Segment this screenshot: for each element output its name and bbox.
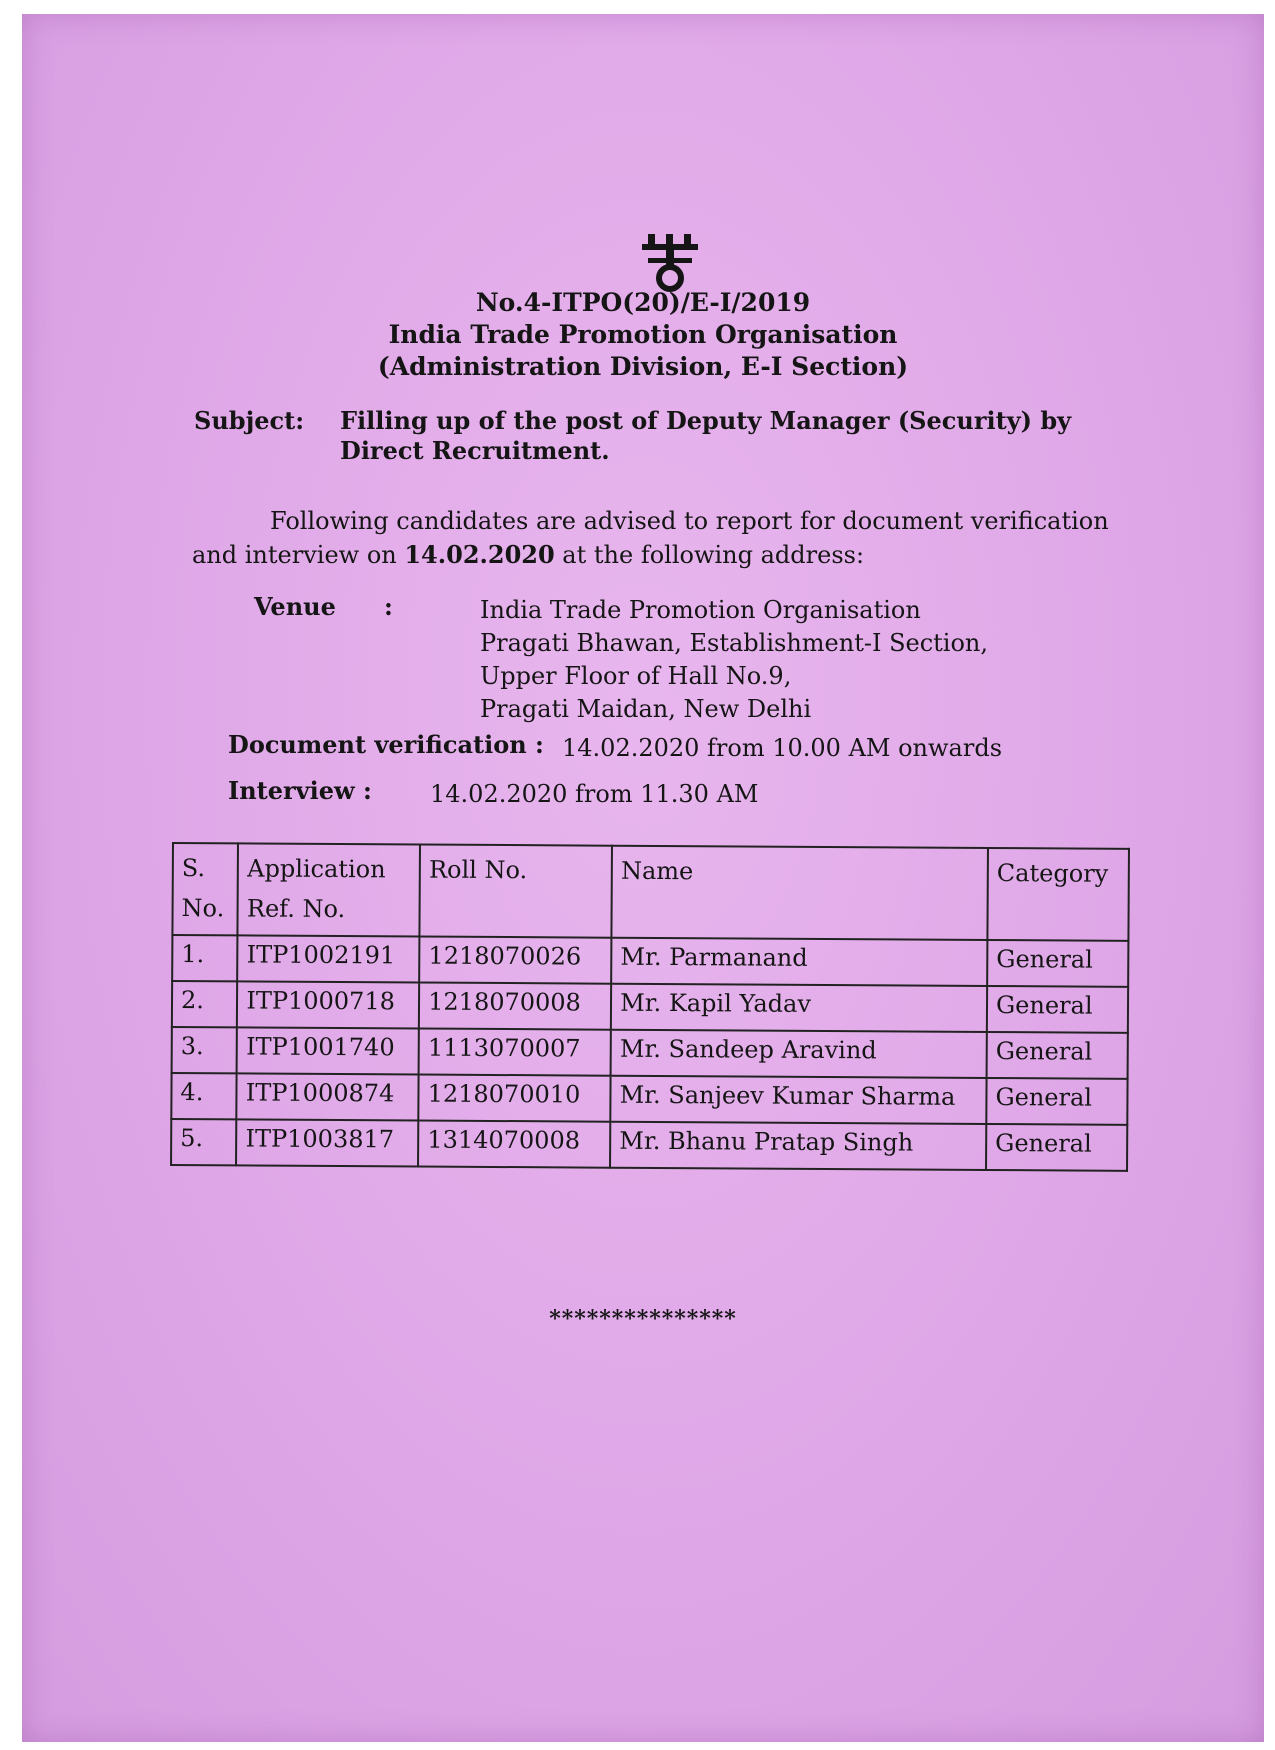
venue-line: Pragati Maidan, New Delhi bbox=[480, 695, 812, 723]
cell-name: Mr. Sandeep Aravind bbox=[611, 1030, 987, 1078]
document-page bbox=[22, 14, 1264, 1742]
intro-line-2 bbox=[192, 538, 1172, 572]
cell-category: General bbox=[986, 1124, 1127, 1171]
document-verification-value: 14.02.2020 from 10.00 AM onwards bbox=[562, 734, 1003, 762]
venue-line: Upper Floor of Hall No.9, bbox=[480, 662, 792, 690]
cell-serial: 1. bbox=[172, 935, 238, 981]
intro-text: and interview on bbox=[192, 541, 405, 569]
cell-category: General bbox=[987, 986, 1128, 1033]
cell-application-ref: ITP1001740 bbox=[237, 1027, 419, 1074]
cell-serial: 3. bbox=[172, 1027, 238, 1073]
venue-label: Venue bbox=[254, 592, 336, 621]
division-name: (Administration Division, E-I Section) bbox=[377, 352, 909, 381]
cell-application-ref: ITP1000718 bbox=[237, 981, 419, 1028]
cell-name: Mr. Sanjeev Kumar Sharma bbox=[610, 1076, 986, 1124]
cell-roll-number: 1314070008 bbox=[418, 1121, 610, 1168]
reference-number: No.4-ITPO(20)/E-I/2019 bbox=[475, 288, 811, 317]
cell-category: General bbox=[986, 1078, 1127, 1125]
interview-value: 14.02.2020 from 11.30 AM bbox=[430, 780, 759, 808]
cell-name: Mr. Kapil Yadav bbox=[611, 984, 987, 1032]
cell-serial: 4. bbox=[171, 1073, 237, 1119]
venue-colon: : bbox=[384, 592, 393, 621]
header-application-ref: Application Ref. No. bbox=[238, 843, 420, 936]
header-name: Name bbox=[612, 846, 988, 940]
cell-category: General bbox=[987, 940, 1128, 987]
cell-roll-number: 1218070008 bbox=[419, 983, 611, 1030]
header-category: Category bbox=[987, 848, 1129, 941]
table-row bbox=[172, 935, 1128, 987]
itpo-logo-icon bbox=[640, 232, 700, 294]
cell-roll-number: 1218070010 bbox=[418, 1075, 610, 1122]
table-row bbox=[171, 1073, 1127, 1125]
cell-category: General bbox=[987, 1032, 1128, 1079]
cell-serial: 2. bbox=[172, 981, 238, 1027]
intro-text-end: at the following address: bbox=[554, 541, 865, 569]
document-verification-label: Document verification : bbox=[228, 730, 544, 759]
subject-text bbox=[340, 406, 1160, 466]
cell-application-ref: ITP1000874 bbox=[237, 1073, 419, 1120]
organisation-name: India Trade Promotion Organisation bbox=[388, 320, 898, 349]
end-of-document-stars: *************** bbox=[549, 1306, 737, 1332]
subject-label: Subject: bbox=[194, 406, 305, 435]
cell-roll-number: 1218070026 bbox=[419, 937, 611, 984]
venue-address bbox=[480, 594, 988, 726]
subject-line-2: Direct Recruitment. bbox=[340, 436, 610, 465]
table-row bbox=[172, 981, 1128, 1033]
interview-date: 14.02.2020 bbox=[404, 540, 555, 569]
venue-line: Pragati Bhawan, Establishment-I Section, bbox=[480, 629, 989, 657]
table-row bbox=[172, 1027, 1128, 1079]
interview-label: Interview : bbox=[228, 776, 372, 805]
cell-name: Mr. Parmanand bbox=[611, 938, 987, 986]
cell-serial: 5. bbox=[171, 1119, 237, 1165]
cell-application-ref: ITP1002191 bbox=[238, 935, 420, 982]
candidates-table bbox=[170, 842, 1130, 1172]
intro-paragraph bbox=[192, 504, 1172, 572]
venue-line: India Trade Promotion Organisation bbox=[480, 596, 921, 624]
header-roll-number: Roll No. bbox=[420, 845, 613, 938]
table-header-row bbox=[172, 843, 1129, 941]
cell-roll-number: 1113070007 bbox=[419, 1029, 611, 1076]
header-serial-number: S. No. bbox=[172, 843, 238, 935]
cell-name: Mr. Bhanu Pratap Singh bbox=[610, 1122, 986, 1170]
subject-line-1: Filling up of the post of Deputy Manager (Security) by bbox=[340, 406, 1072, 435]
cell-application-ref: ITP1003817 bbox=[236, 1119, 418, 1166]
table-row bbox=[171, 1119, 1127, 1171]
intro-line-1: Following candidates are advised to report for document verification bbox=[270, 507, 1109, 535]
